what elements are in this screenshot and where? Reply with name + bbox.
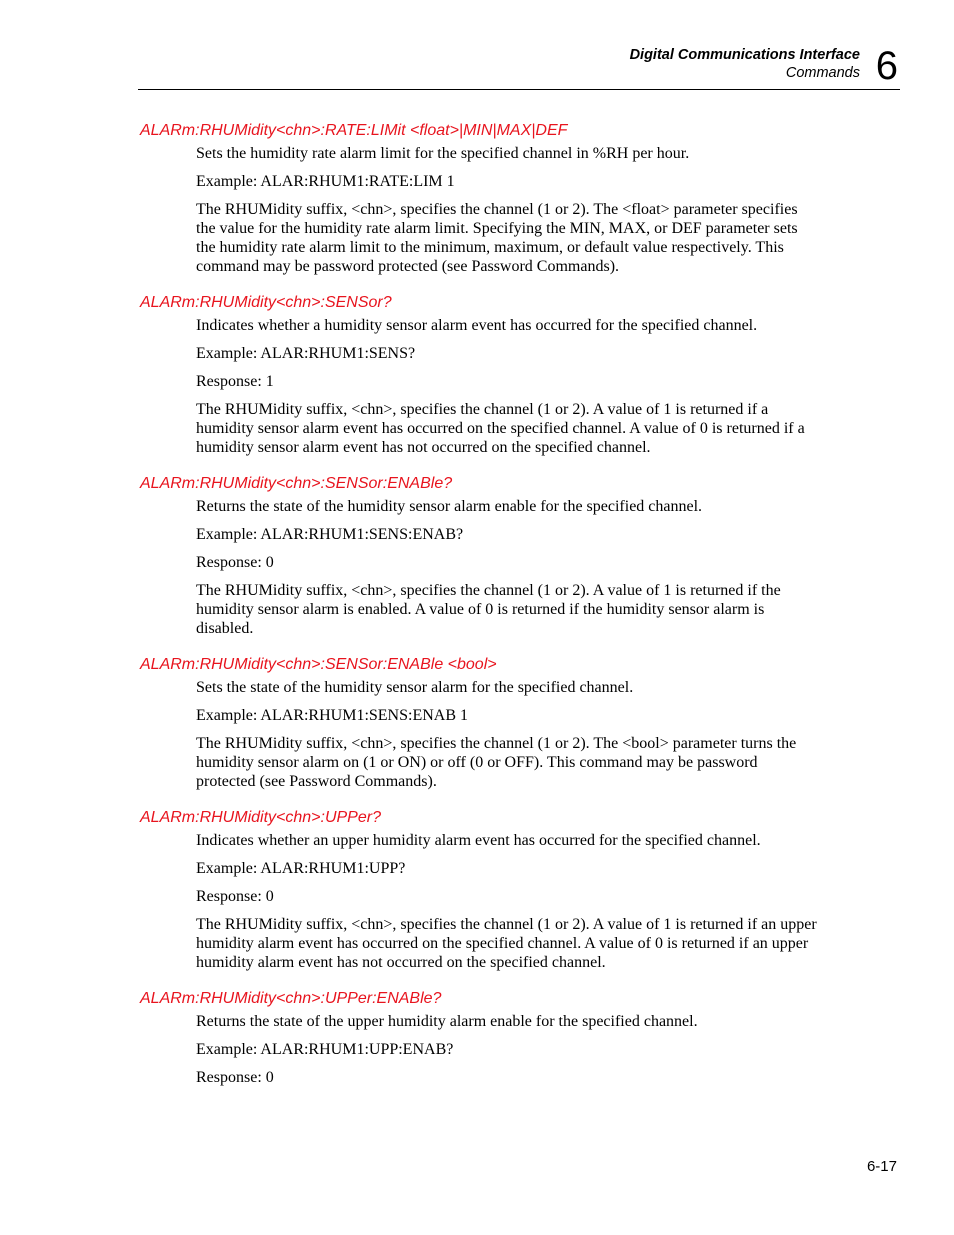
page-header xyxy=(630,46,860,82)
command-section xyxy=(140,121,820,276)
command-example: Example: ALAR:RHUM1:RATE:LIM 1 xyxy=(196,173,455,190)
header-subtitle: Commands xyxy=(785,65,860,81)
chapter-number: 6 xyxy=(875,44,898,88)
command-section xyxy=(140,655,820,791)
header-title: Digital Communications Interface xyxy=(629,47,860,63)
command-details: The RHUMidity suffix, <chn>, specifies the channel (1 or 2). A value of 1 is returned if a humidity sensor alarm event has occurred on the specified channel. A value of 0 is returned if a humidity sensor alarm event has not occurred on the specified channel. xyxy=(196,401,805,456)
command-details: The RHUMidity suffix, <chn>, specifies the channel (1 or 2). The <bool> parameter turns the humidity sensor alarm on (1 or ON) or off (0 or OFF). This command may be password protected (see Password Commands). xyxy=(196,735,797,790)
command-heading: ALARm:RHUMidity<chn>:RATE:LIMit <float>|MIN|MAX|DEF xyxy=(140,122,568,139)
page-number: 6-17 xyxy=(866,1158,897,1175)
command-heading: ALARm:RHUMidity<chn>:SENSor:ENABle <bool> xyxy=(140,656,497,673)
command-example: Example: ALAR:RHUM1:UPP? xyxy=(196,860,406,877)
command-response: Response: 0 xyxy=(196,554,274,571)
command-response: Response: 1 xyxy=(196,373,274,390)
command-response: Response: 0 xyxy=(196,1069,274,1086)
page-content xyxy=(140,121,820,1104)
command-description: Sets the humidity rate alarm limit for the specified channel in %RH per hour. xyxy=(196,145,690,162)
command-section xyxy=(140,989,820,1087)
command-details: The RHUMidity suffix, <chn>, specifies the channel (1 or 2). A value of 1 is returned if an upper humidity alarm event has occurred on the specified channel. A value of 0 is returned if an upper humidity alarm event has not occurred on the specified channel. xyxy=(196,916,817,971)
command-example: Example: ALAR:RHUM1:SENS? xyxy=(196,345,416,362)
command-example: Example: ALAR:RHUM1:UPP:ENAB? xyxy=(196,1041,454,1058)
command-section xyxy=(140,474,820,638)
command-heading: ALARm:RHUMidity<chn>:SENSor? xyxy=(140,294,392,311)
command-example: Example: ALAR:RHUM1:SENS:ENAB 1 xyxy=(196,707,469,724)
command-description: Returns the state of the humidity sensor alarm enable for the specified channel. xyxy=(196,498,703,515)
command-description: Indicates whether a humidity sensor alarm event has occurred for the specified channel. xyxy=(196,317,758,334)
command-heading: ALARm:RHUMidity<chn>:UPPer:ENABle? xyxy=(140,990,442,1007)
command-example: Example: ALAR:RHUM1:SENS:ENAB? xyxy=(196,526,464,543)
command-description: Indicates whether an upper humidity alarm event has occurred for the specified channel. xyxy=(196,832,761,849)
command-heading: ALARm:RHUMidity<chn>:SENSor:ENABle? xyxy=(140,475,453,492)
command-section xyxy=(140,808,820,972)
command-details: The RHUMidity suffix, <chn>, specifies the channel (1 or 2). The <float> parameter specifies the value for the humidity rate alarm limit. Specifying the MIN, MAX, or DEF parameter sets the humidity rate alarm limit to the minimum, maximum, or default value respectively. This command may be password protected (see Password Commands). xyxy=(196,201,798,275)
command-description: Sets the state of the humidity sensor alarm for the specified channel. xyxy=(196,679,634,696)
command-details: The RHUMidity suffix, <chn>, specifies the channel (1 or 2). A value of 1 is returned if the humidity sensor alarm is enabled. A value of 0 is returned if the humidity sensor alarm is disabled. xyxy=(196,582,781,637)
command-section xyxy=(140,293,820,457)
command-description: Returns the state of the upper humidity alarm enable for the specified channel. xyxy=(196,1013,698,1030)
command-heading: ALARm:RHUMidity<chn>:UPPer? xyxy=(140,809,381,826)
command-response: Response: 0 xyxy=(196,888,274,905)
header-rule xyxy=(138,89,900,90)
